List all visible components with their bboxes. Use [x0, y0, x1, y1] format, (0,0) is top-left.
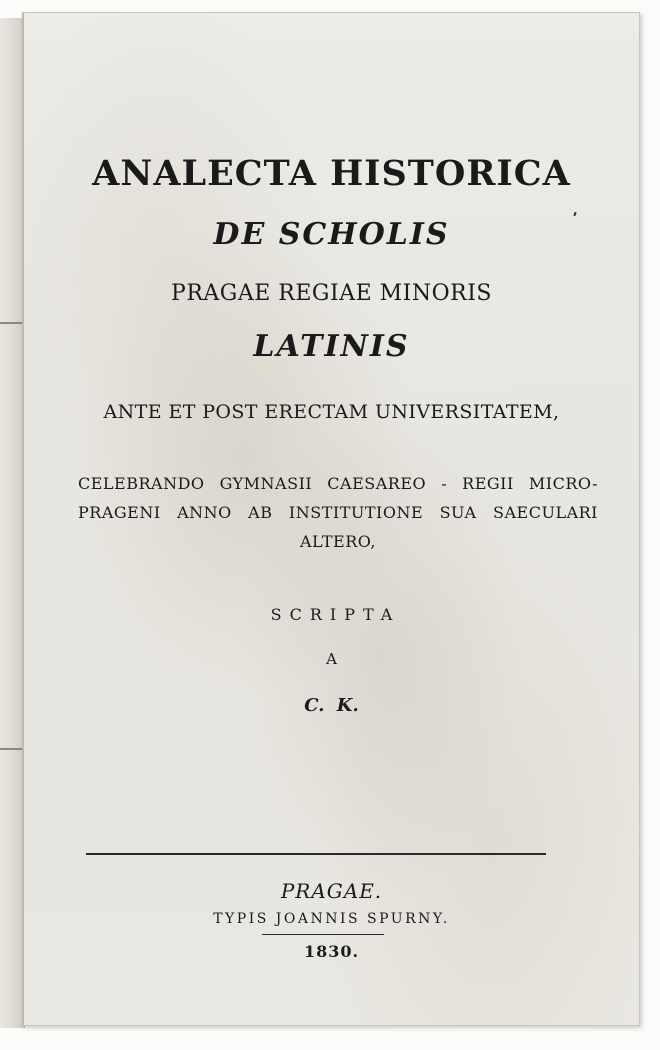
- printer-underline: [262, 934, 384, 935]
- main-title: ANALECTA HISTORICA: [92, 153, 571, 194]
- title-page: [22, 12, 640, 1026]
- by-label: A: [326, 650, 337, 668]
- subtitle-ante-et-post: ANTE ET POST ERECTAM UNIVERSITATEM,: [103, 401, 560, 423]
- imprint-printer: TYPIS JOANNIS SPURNY.: [213, 911, 450, 927]
- imprint-divider: [86, 853, 546, 855]
- subtitle-de-scholis: DE SCHOLIS: [213, 217, 450, 252]
- imprint-year: 1830.: [303, 942, 360, 961]
- ink-speck: [573, 212, 576, 216]
- occasion-paragraph: [78, 469, 598, 556]
- author-initials: C. K.: [304, 695, 359, 716]
- occasion-line: CELEBRANDO GYMNASII CAESAREO - REGII MICRO-: [78, 474, 598, 493]
- imprint-place: PRAGAE.: [280, 879, 383, 903]
- subtitle-pragae-regiae-minoris: PRAGAE REGIAE MINORIS: [171, 281, 492, 306]
- occasion-line: PRAGENI ANNO AB INSTITUTIONE SUA SAECULARI: [78, 503, 598, 522]
- subtitle-latinis: LATINIS: [253, 329, 410, 364]
- occasion-line: ALTERO,: [299, 532, 377, 551]
- scripta-label: SCRIPTA: [270, 605, 401, 624]
